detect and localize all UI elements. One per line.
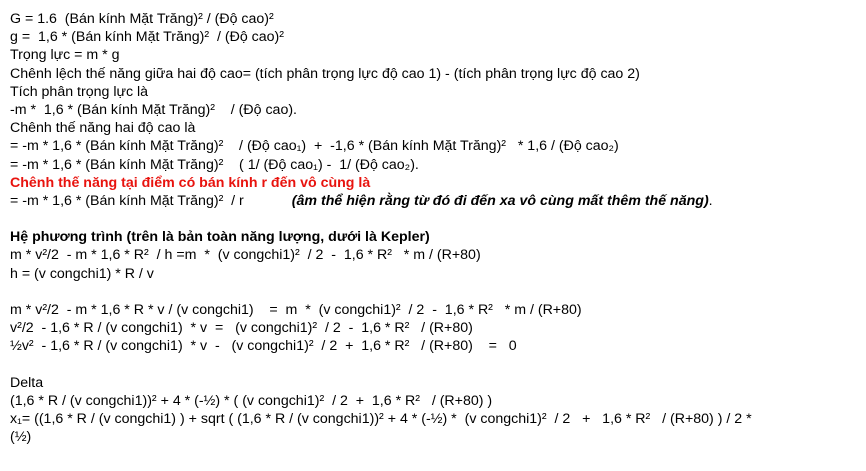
equation-substituted-2: v²/2 - 1,6 * R / (v congchi1) * v = (v congchi1)² / 2 - 1,6 * R² / (R+80) xyxy=(10,320,473,337)
equation-substituted-1: m * v²/2 - m * 1,6 * R * v / (v congchi1) = m * (v congchi1)² / 2 - 1,6 * R² * m / (R+80) xyxy=(10,302,582,318)
equation-quadratic: ½v² - 1,6 * R / (v congchi1) * v - (v congchi1)² / 2 + 1,6 * R² / (R+80) = 0 xyxy=(10,338,517,355)
note-negative-sign: (âm thể hiện rằng từ đó đi đến xa vô cùng mất thêm thế năng) xyxy=(291,192,709,209)
formula-potential-difference-2: = -m * 1,6 * (Bán kính Mặt Trăng)² ( 1/ (Độ cao₁) - 1/ (Độ cao₂). xyxy=(10,156,419,173)
spacer xyxy=(10,210,860,228)
spacer xyxy=(10,283,860,301)
formula-root-x1: x₁= ((1,6 * R / (v congchi1) ) + sqrt ( (1,6 * R / (v congchi1))² + 4 * (-½) * (v congchi1)² / 2 + 1,6 * R² / (R+80) ) / 2 * xyxy=(10,411,752,428)
formula-root-x1-continued: (½) xyxy=(10,429,32,446)
formula-gravity-constant: G = 1.6 (Bán kính Mặt Trăng)² / (Độ cao)² xyxy=(10,11,274,27)
document-body xyxy=(10,10,860,447)
formula-weight: Trọng lực = m * g xyxy=(10,47,120,64)
formula-infinity: = -m * 1,6 * (Bán kính Mặt Trăng)² / r xyxy=(10,192,244,209)
formula-integral: -m * 1,6 * (Bán kính Mặt Trăng)² / (Độ cao). xyxy=(10,101,297,118)
highlight-infinity-heading: Chênh thế năng tại điểm có bán kính r đến vô cùng là xyxy=(10,174,371,191)
equation-kepler: h = (v congchi1) * R / v xyxy=(10,265,154,282)
equation-energy-conservation: m * v²/2 - m * 1,6 * R² / h =m * (v congchi1)² / 2 - 1,6 * R² * m / (R+80) xyxy=(10,247,481,264)
formula-delta: (1,6 * R / (v congchi1))² + 4 * (-½) * ( (v congchi1)² / 2 + 1,6 * R² / (R+80) ) xyxy=(10,392,493,409)
text-integral-intro: Tích phân trọng lực là xyxy=(10,83,149,100)
text-potential-difference-definition: Chênh lệch thế năng giữa hai độ cao= (tích phân trọng lực độ cao 1) - (tích phân trọng lực độ cao 2) xyxy=(10,65,640,82)
text-potential-difference-intro: Chênh thế năng hai độ cao là xyxy=(10,120,196,137)
spacer xyxy=(10,356,860,374)
formula-infinity-line xyxy=(10,192,860,210)
formula-gravity-acceleration: g = 1,6 * (Bán kính Mặt Trăng)² / (Độ cao)² xyxy=(10,29,285,46)
formula-potential-difference-1: = -m * 1,6 * (Bán kính Mặt Trăng)² / (Độ cao₁) + -1,6 * (Bán kính Mặt Trăng)² * 1,6 / (Độ cao₂) xyxy=(10,138,619,155)
label-delta: Delta xyxy=(10,374,44,391)
heading-system-of-equations: Hệ phương trình (trên là bản toàn năng lượng, dưới là Kepler) xyxy=(10,229,430,246)
formula-infinity-end: . xyxy=(708,192,713,209)
